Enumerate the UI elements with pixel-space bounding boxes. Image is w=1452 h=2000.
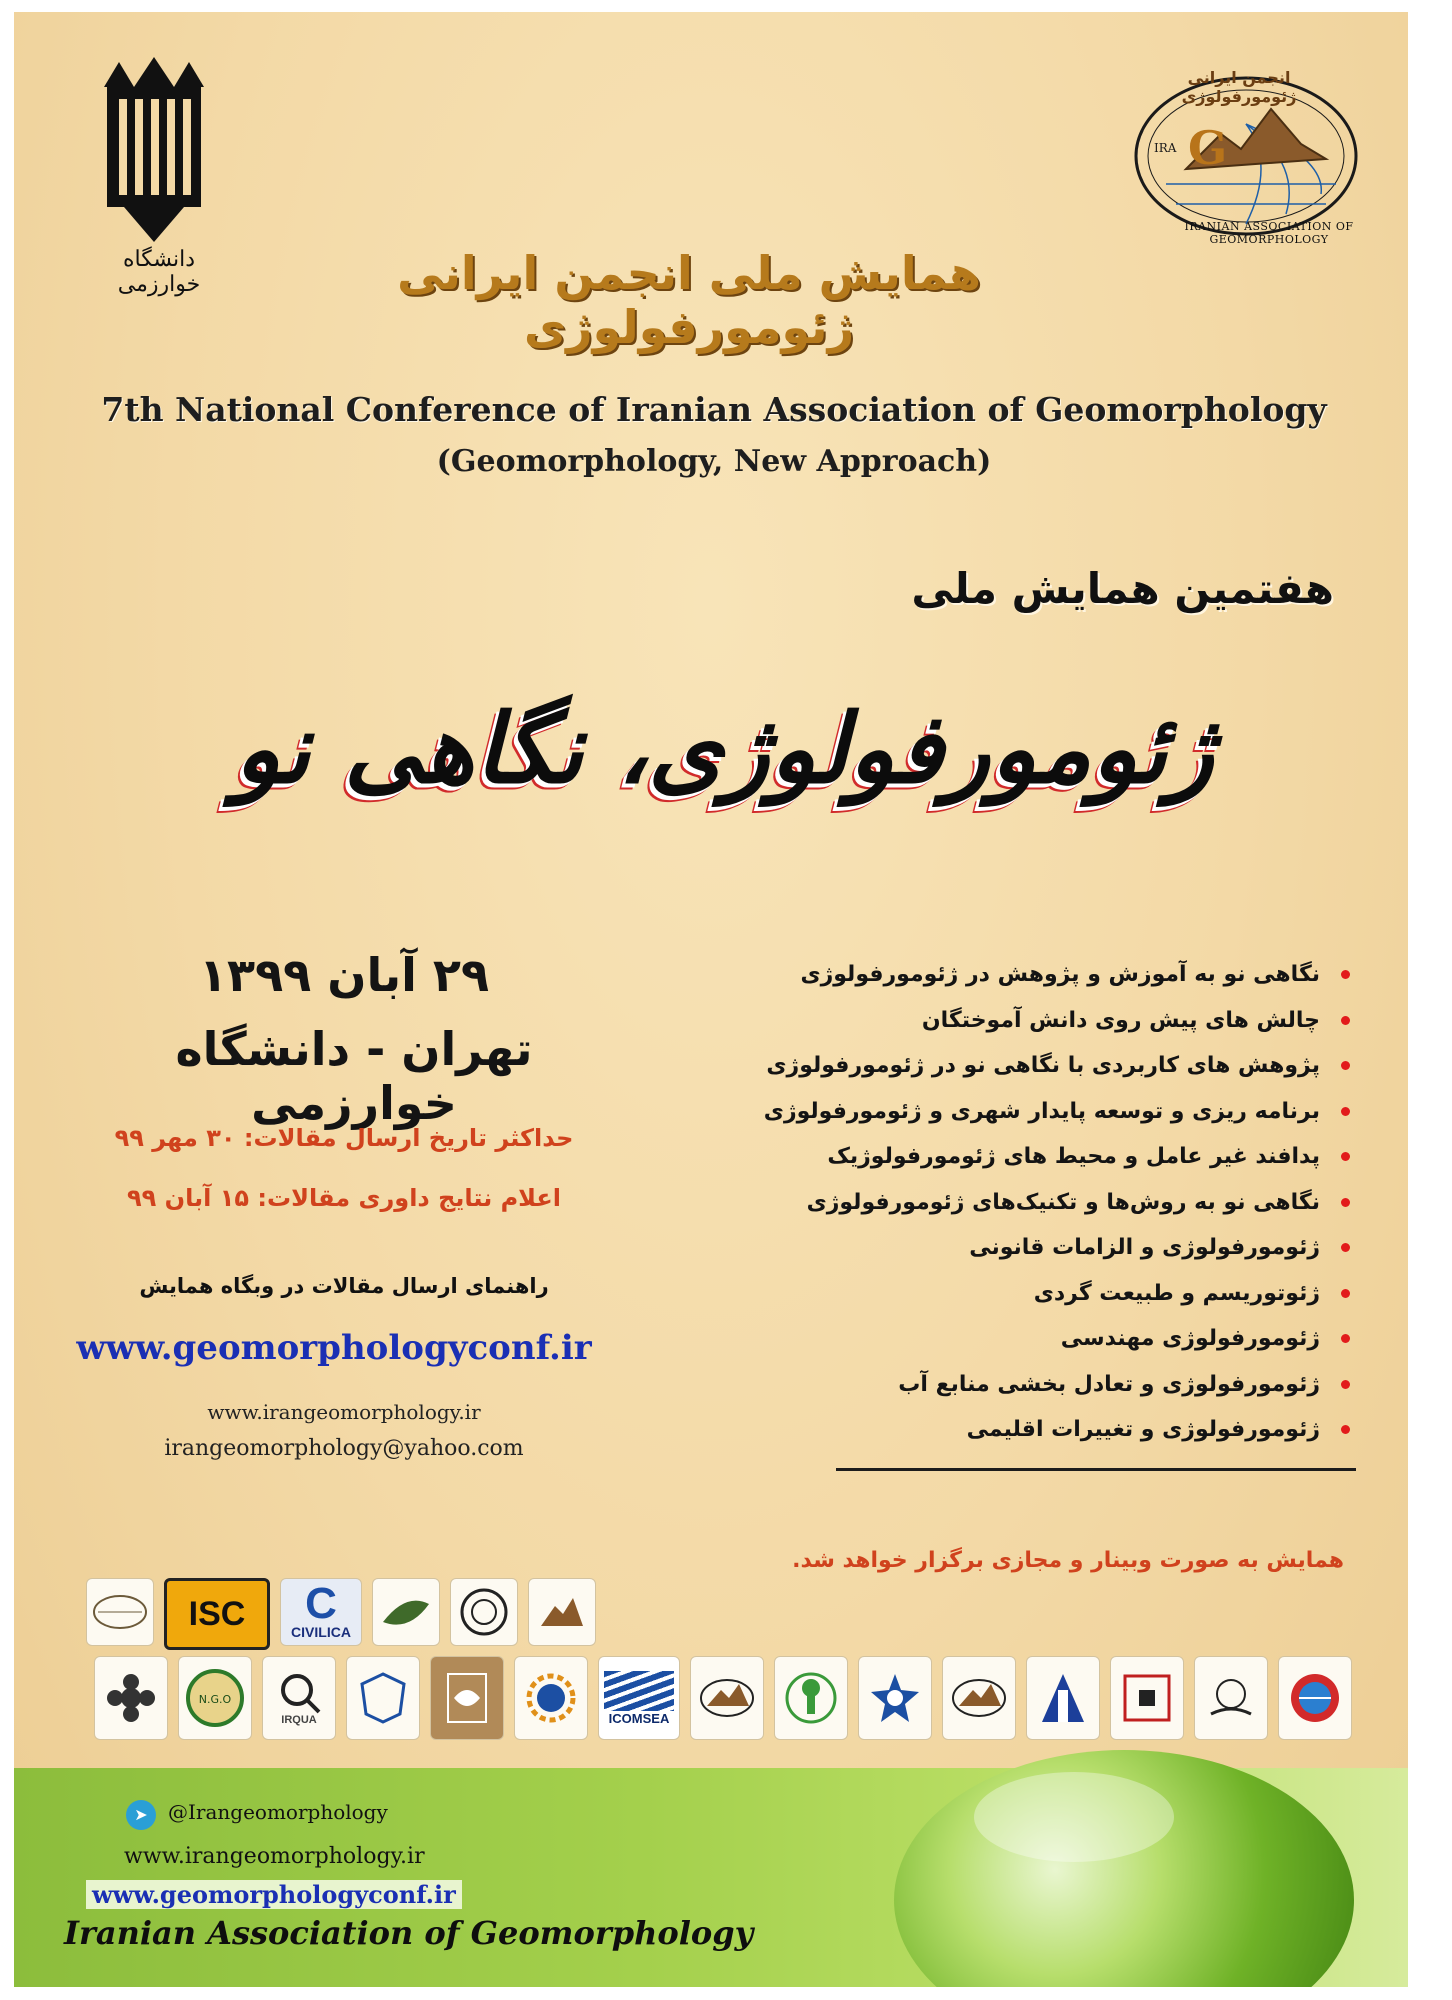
- topic-item: [794, 1316, 1354, 1362]
- telegram-icon[interactable]: ➤: [126, 1800, 156, 1830]
- sponsor-logo-leaf[interactable]: [372, 1578, 440, 1646]
- globe-emblem-icon: [1287, 1670, 1343, 1726]
- flower-emblem-icon: [103, 1670, 159, 1726]
- topic-item: [763, 1089, 1354, 1135]
- english-title: 7th National Conference of Iranian Association of Geomorphology: [101, 390, 1327, 429]
- sponsor-logo-hazard[interactable]: [1110, 1656, 1184, 1740]
- submission-deadline: حداکثر تاریخ ارسال مقالات: ۳۰ مهر ۹۹: [114, 1124, 574, 1152]
- book-globe-icon: [1203, 1670, 1259, 1726]
- bullet-icon: [1341, 1107, 1350, 1116]
- association-caption-fa: انجمن ایرانی ژئومورفولوژی: [1181, 68, 1297, 106]
- footer-conference-link[interactable]: www.geomorphologyconf.ir: [86, 1880, 462, 1909]
- submission-guide: راهنمای ارسال مقالات در وبگاه همایش: [139, 1274, 549, 1298]
- topic-label: ژئومورفولوژی و الزامات قانونی: [969, 1235, 1320, 1260]
- sponsor-logo-icomsea[interactable]: [598, 1656, 680, 1740]
- sponsor-logo-calligraphy[interactable]: [430, 1656, 504, 1740]
- topic-label: ژئوتوریسم و طبیعت گردی: [1033, 1280, 1320, 1306]
- sponsor-logos-row-2: [94, 1656, 1352, 1740]
- topics-divider: [836, 1468, 1356, 1471]
- review-results-date: اعلام نتایج داوری مقالات: ۱۵ آبان ۹۹: [126, 1184, 562, 1212]
- irqua-label: IRQUA: [281, 1714, 317, 1726]
- bullet-icon: [1341, 1016, 1350, 1025]
- civilica-label: CIVILICA: [291, 1624, 351, 1640]
- sponsor-logo-quaternary[interactable]: [86, 1578, 154, 1646]
- fa-main-title: ژئومورفولوژی، نگاهی نو: [234, 692, 1214, 805]
- sponsor-logo-assoc-branch[interactable]: [528, 1578, 596, 1646]
- tree-icon: [783, 1670, 839, 1726]
- mountain-icon: [699, 1676, 755, 1720]
- association-logo-mark: G: [1188, 121, 1228, 175]
- mountain-icon: [537, 1590, 587, 1634]
- bullet-icon: [1341, 1380, 1350, 1389]
- topic-item: [794, 1271, 1354, 1317]
- sponsor-logo-isc[interactable]: ISC: [164, 1578, 270, 1650]
- contact-email-link[interactable]: irangeomorphology@yahoo.com: [164, 1436, 524, 1461]
- ngo-badge-icon: [185, 1668, 245, 1728]
- fa-seventh-heading: هفتمین همایش ملی: [911, 564, 1334, 613]
- civilica-c-icon: C: [305, 1579, 337, 1628]
- magnifier-icon: [277, 1670, 321, 1714]
- event-date: ۲۹ آبان ۱۳۹۹: [198, 948, 490, 1002]
- bullet-icon: [1341, 1152, 1350, 1161]
- shield-icon: [358, 1670, 408, 1726]
- seal-icon: [459, 1587, 509, 1637]
- event-place: تهران - دانشگاه خوارزمی: [175, 1022, 533, 1130]
- sponsor-logo-un-style[interactable]: [1278, 1656, 1352, 1740]
- sponsor-logo-circle-seal[interactable]: [450, 1578, 518, 1646]
- english-subtitle: (Geomorphology, New Approach): [436, 444, 992, 479]
- fa-header-title: همایش ملی انجمن ایرانی ژئومورفولوژی: [397, 246, 981, 354]
- sponsor-logo-ngo[interactable]: [178, 1656, 252, 1740]
- topic-label: نگاهی نو به آموزش و پژوهش در ژئومورفولوژی: [800, 962, 1320, 987]
- sponsor-logo-irqua[interactable]: [262, 1656, 336, 1740]
- globe-highlight: [974, 1772, 1174, 1862]
- topic-label: ژئومورفولوژی مهندسی: [1060, 1326, 1320, 1351]
- bullet-icon: [1341, 1198, 1350, 1207]
- association-logo-letters: IRA: [1154, 141, 1177, 155]
- bullet-icon: [1341, 1289, 1350, 1298]
- topics-list: [763, 952, 1354, 1453]
- sponsor-logo-civilica[interactable]: [280, 1578, 362, 1646]
- topic-label: پدافند غیر عامل و محیط های ژئومورفولوژیک: [827, 1144, 1320, 1169]
- sponsor-logo-geo-house[interactable]: [514, 1656, 588, 1740]
- sponsor-logo-blue-star[interactable]: [858, 1656, 932, 1740]
- emblem-icon: [92, 1592, 148, 1632]
- topic-label: برنامه ریزی و توسعه پایدار شهری و ژئومورفولوژی: [763, 1098, 1320, 1124]
- topic-label: ژئومورفولوژی و تغییرات اقلیمی: [966, 1417, 1320, 1442]
- sponsor-logo-green-emblem[interactable]: [774, 1656, 848, 1740]
- topic-item: [794, 1225, 1354, 1271]
- poster: [14, 12, 1408, 1987]
- footer-association-name: Iranian Association of Geomorphology: [64, 1914, 754, 1952]
- sponsor-logo-kharazmi[interactable]: [94, 1656, 168, 1740]
- topic-label: نگاهی نو به روش‌ها و تکنیک‌های ژئومورفولوژی: [806, 1189, 1320, 1215]
- sponsor-logo-book-globe[interactable]: [1194, 1656, 1268, 1740]
- icomsea-label: ICOMSEA: [608, 1710, 670, 1726]
- sponsor-logos-row-1: [86, 1578, 596, 1650]
- kharazmi-university-logo: [99, 57, 209, 242]
- azad-emblem-icon: [1038, 1670, 1088, 1726]
- topic-item: [794, 952, 1354, 998]
- topic-item: [766, 1043, 1354, 1089]
- telegram-handle[interactable]: @Irangeomorphology: [168, 1800, 388, 1824]
- icomsea-stripes-icon: [604, 1671, 674, 1711]
- calligraphy-icon: [442, 1668, 492, 1728]
- grid-emblem-icon: [1119, 1670, 1175, 1726]
- sponsor-logo-tabriz-branch[interactable]: [942, 1656, 1016, 1740]
- topic-label: چالش های پیش روی دانش آموختگان: [921, 1007, 1320, 1033]
- topic-item: [794, 1407, 1354, 1453]
- topic-item: [794, 1362, 1354, 1408]
- sponsor-logo-isfahan-branch[interactable]: [690, 1656, 764, 1740]
- sponsor-logo-azad-univ[interactable]: [1026, 1656, 1100, 1740]
- bullet-icon: [1341, 1334, 1350, 1343]
- association-caption-en: IRANIAN ASSOCIATION OF GEOMORPHOLOGY: [1184, 220, 1354, 246]
- footer-website-link[interactable]: www.irangeomorphology.ir: [124, 1844, 425, 1869]
- bullet-icon: [1341, 1425, 1350, 1434]
- university-caption: دانشگاه خوارزمی: [117, 247, 201, 297]
- topic-label: پژوهش های کاربردی با نگاهی نو در ژئومورفولوژی: [766, 1053, 1320, 1078]
- bullet-icon: [1341, 1061, 1350, 1070]
- bullet-icon: [1341, 970, 1350, 979]
- sponsor-logo-tehran-univ[interactable]: [346, 1656, 420, 1740]
- topic-item: [794, 998, 1354, 1044]
- sun-globe-icon: [523, 1670, 579, 1726]
- bullet-icon: [1341, 1243, 1350, 1252]
- topic-item: [794, 1180, 1354, 1226]
- leaf-icon: [379, 1592, 433, 1632]
- conference-website-link[interactable]: www.geomorphologyconf.ir: [76, 1328, 592, 1368]
- star-pattern-icon: [867, 1670, 923, 1726]
- topic-label: ژئومورفولوژی و تعادل بخشی منابع آب: [898, 1371, 1320, 1397]
- association-website-link[interactable]: www.irangeomorphology.ir: [207, 1400, 481, 1424]
- mountain-icon: [951, 1676, 1007, 1720]
- topic-item: [794, 1134, 1354, 1180]
- ngo-label: N.G.O: [198, 1693, 232, 1706]
- webinar-note: همایش به صورت وبینار و مجازی برگزار خواهد شد.: [792, 1548, 1344, 1573]
